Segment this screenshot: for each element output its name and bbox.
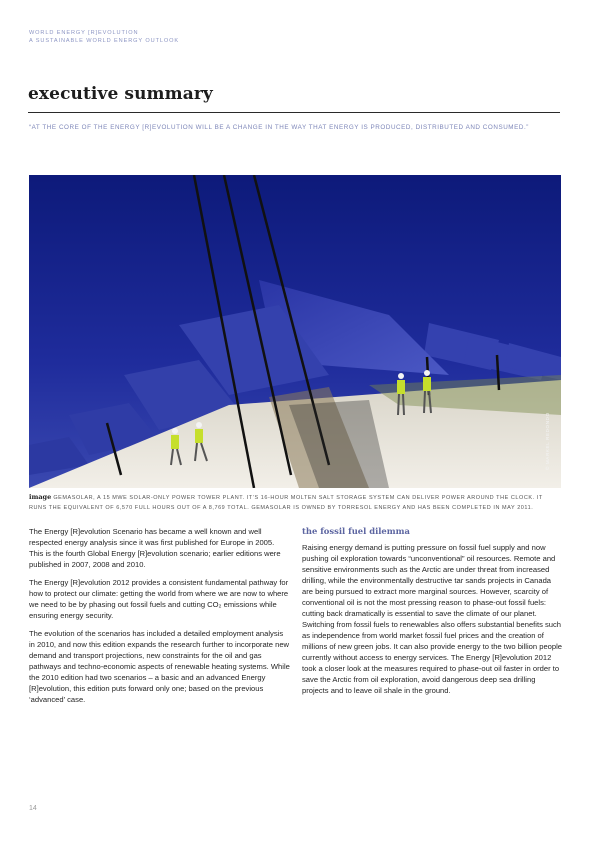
left-paragraph-3: The evolution of the scenarios has included a detailed employment analysis in 2010, and now this edition expands the research further to incorporate new demand and transport projections, new constraints for the oil and gas pathways and techno-economic aspects of renewable heating systems. While the 2010 edition had two scenarios – a basic and an advanced Energy [R]evolution, this edition puts forward only one; based on the previous ‘advanced’ case. bbox=[29, 629, 290, 704]
photo-credit: © MARKEL REDONDO bbox=[545, 412, 550, 470]
running-header-line2: A SUSTAINABLE WORLD ENERGY OUTLOOK bbox=[29, 38, 180, 44]
page-number: 14 bbox=[29, 805, 37, 812]
solar-plant-photo bbox=[29, 175, 561, 488]
section-heading: the fossil fuel dilemma bbox=[302, 526, 410, 536]
page-title: executive summary bbox=[28, 84, 213, 104]
right-paragraph-1: Raising energy demand is putting pressure on fossil fuel supply and now pushing oil exploration towards “unconventional” oil resources. Remote and sensitive environments such as the Arctic are under threat from increased drilling, while the environmentally destructive tar sands projects in Canada are being pursued to extract more marginal sources. However, scarcity of conventional oil is not the most pressing reason to phase-out fossil fuels: cutting back dramatically is essential to save the climate of our planet. Switching from fossil fuels to renewables also offers substantial benefits such as independence from world market fossil fuel prices and the creation of millions of new green jobs. It can also provide energy to the two billion people currently without access to energy services. The Energy [R]evolution 2012 took a closer look at the measures required to phase-out oil faster in order to save the Arctic from oil exploration, avoid dangerous deep sea drilling projects and to leave oil shale in the ground. bbox=[302, 543, 563, 695]
running-header bbox=[29, 29, 179, 45]
running-header-line1: WORLD ENERGY [R]EVOLUTION bbox=[29, 30, 139, 36]
right-column bbox=[302, 526, 564, 703]
left-paragraph-2: The Energy [R]evolution 2012 provides a consistent fundamental pathway for how to protect our climate: getting the world from where we are now to where we need to be by phasing out fossil fuels and cutting CO₂ emissions while ensuring energy security. bbox=[29, 578, 289, 620]
left-paragraph-1: The Energy [R]evolution Scenario has became a well known and well respected energy analysis since it was first published for Europe in 2005. This is the fourth Global Energy [R]evolution scenario; earlier editions were published in 2007, 2008 and 2010. bbox=[29, 527, 281, 569]
caption-label: image bbox=[29, 493, 52, 501]
title-rule bbox=[28, 112, 560, 113]
image-caption bbox=[29, 493, 561, 513]
caption-text: GEMASOLAR, A 15 MWE SOLAR-ONLY POWER TOWER PLANT. IT’S 16-HOUR MOLTEN SALT STORAGE SYSTEM CAN DELIVER POWER AROUND THE CLOCK. IT RUNS THE EQUIVALENT OF 6,570 FULL HOURS OUT OF A 8,769 TOTAL. GEMASOLAR IS OWNED BY TORRESOL ENERGY AND HAS BEEN COMPLETED IN MAY 2011. bbox=[29, 495, 543, 511]
pull-quote: “AT THE CORE OF THE ENERGY [R]EVOLUTION WILL BE A CHANGE IN THE WAY THAT ENERGY IS PRODUCED, DISTRIBUTED AND CONSUMED.” bbox=[29, 124, 529, 131]
left-column bbox=[29, 526, 290, 712]
solar-plant-illustration bbox=[29, 175, 561, 488]
